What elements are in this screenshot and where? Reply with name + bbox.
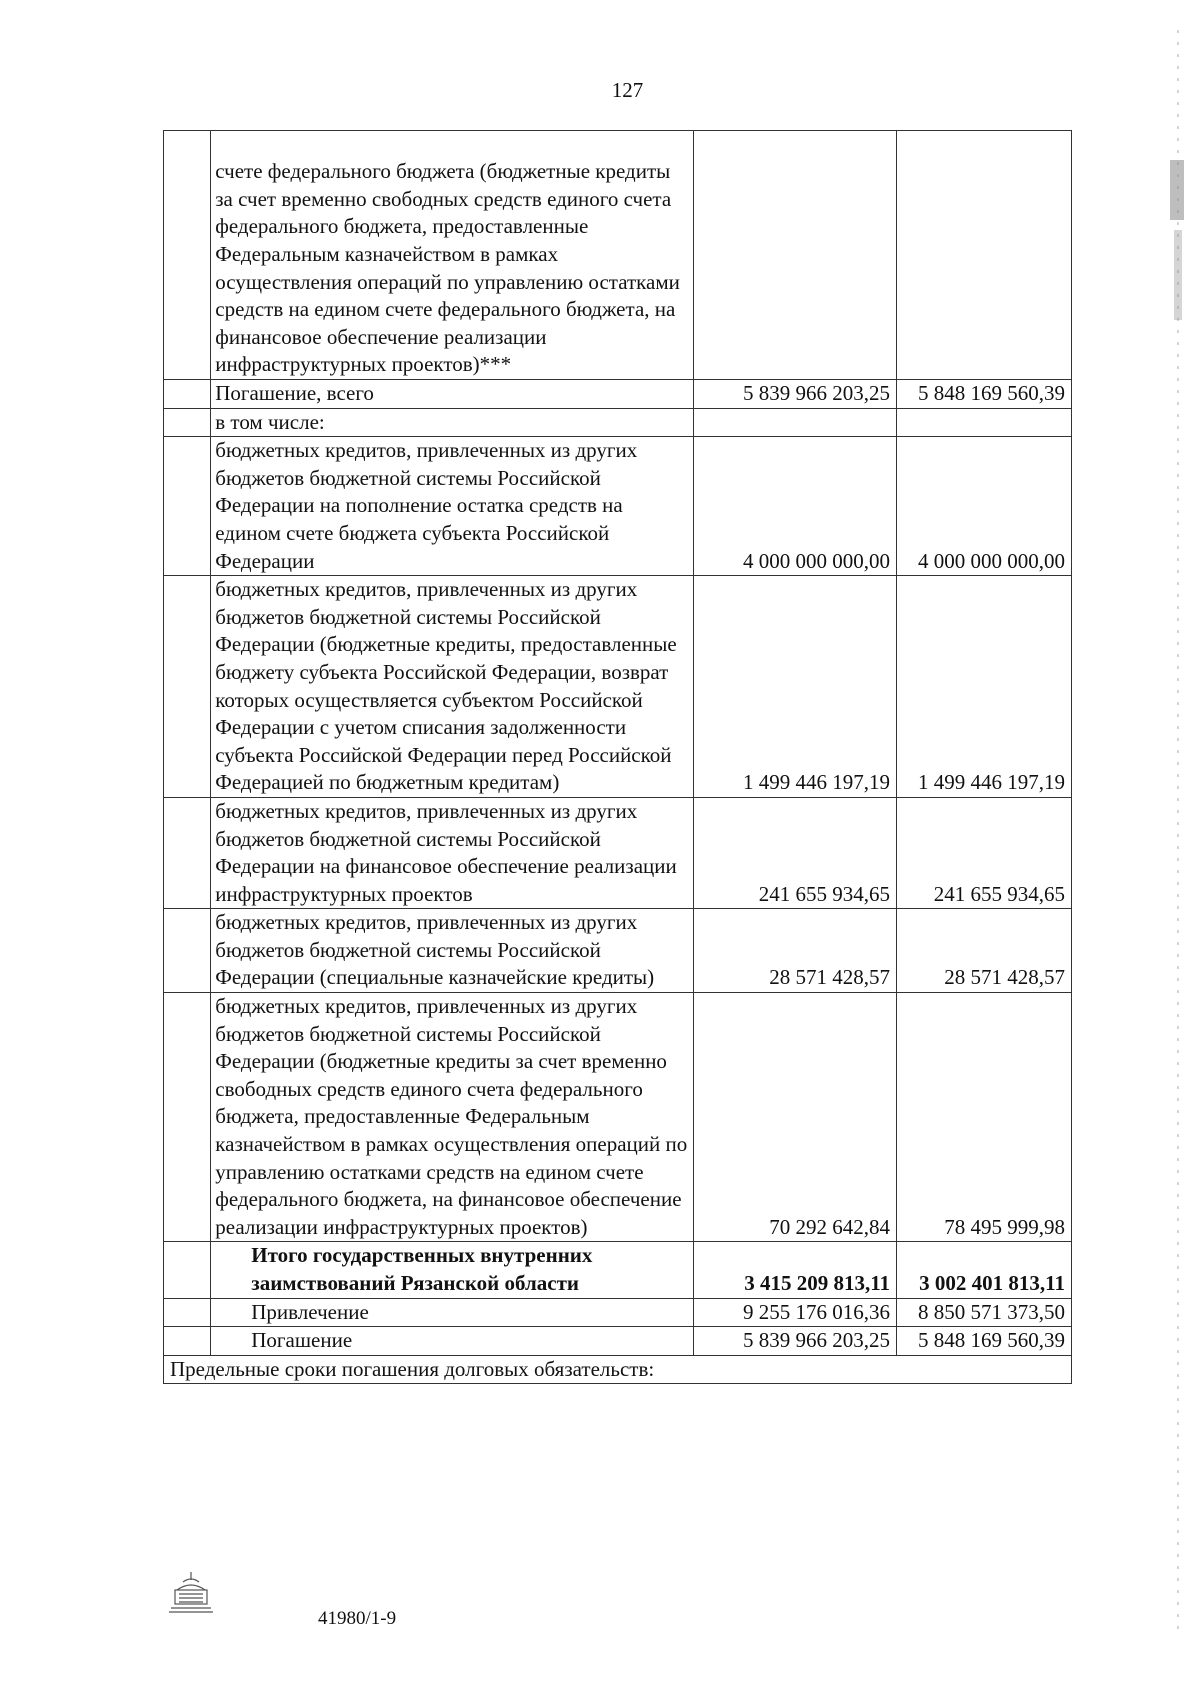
scan-edge-marks [1164,30,1192,1630]
attraction-row [164,1298,1072,1327]
total-2024: 3 002 401 813,11 [897,1242,1072,1298]
table-row [164,797,1072,908]
total-row [164,1242,1072,1298]
row-description: бюджетных кредитов, привлеченных из других бюджетов бюджетной системы Российской Федерации на финансовое обеспечение реализации инфраструктурных проектов [211,797,694,908]
row-description: бюджетных кредитов, привлеченных из других бюджетов бюджетной системы Российской Федерации на пополнение остатка средств на едином счете бюджета субъекта Российской Федерации [211,437,694,576]
borrowing-table [163,130,1072,1384]
row-description: бюджетных кредитов, привлеченных из других бюджетов бюджетной системы Российской Федерации (специальные казначейские кредиты) [211,909,694,993]
row-description: счете федерального бюджета (бюджетные кредиты за счет временно свободных средств единого счета федерального бюджета, предоставленные Федеральным казначейством в рамках осуществления операций по управлению остатками средств на едином счете федерального бюджета, на финансовое обеспечение реализации инфраструктурных проектов)*** [211,131,694,380]
table-row [164,380,1072,409]
value-2023: 5 839 966 203,25 [694,380,897,409]
repayment-row [164,1327,1072,1356]
table-row [164,576,1072,798]
value-2024: 28 571 428,57 [897,909,1072,993]
value-2023: 28 571 428,57 [694,909,897,993]
document-code: 41980/1-9 [318,1608,397,1629]
value-2023: 4 000 000 000,00 [694,437,897,576]
row-description: в том числе: [211,408,694,437]
table-row [164,993,1072,1242]
footer-row [164,1355,1072,1384]
value-2023: 241 655 934,65 [694,797,897,908]
value-2023: 1 499 446 197,19 [694,576,897,798]
repayment-2024: 5 848 169 560,39 [897,1327,1072,1356]
table-row [164,437,1072,576]
value-2023: 70 292 642,84 [694,993,897,1242]
attraction-2023: 9 255 176 016,36 [694,1298,897,1327]
row-description: бюджетных кредитов, привлеченных из других бюджетов бюджетной системы Российской Федерации (бюджетные кредиты, предоставленные бюджету субъекта Российской Федерации, возврат которых осуществляется субъектом Российской Федерации с учетом списания задолженности субъекта Российской Федерации перед Российской Федерацией по бюджетным кредитам) [211,576,694,798]
table-row [164,131,1072,380]
attraction-2024: 8 850 571 373,50 [897,1298,1072,1327]
page-number: 127 [611,78,644,102]
value-2024: 241 655 934,65 [897,797,1072,908]
total-2023: 3 415 209 813,11 [694,1242,897,1298]
emblem-stamp-icon [165,1568,217,1618]
row-description: Погашение, всего [211,380,694,409]
value-2024: 78 495 999,98 [897,993,1072,1242]
footer-text: Предельные сроки погашения долговых обязательств: [164,1355,1072,1384]
total-label: Итого государственных внутренних заимствований Рязанской области [211,1242,694,1298]
value-2024: 4 000 000 000,00 [897,437,1072,576]
table-row [164,909,1072,993]
table-row [164,408,1072,437]
attraction-label: Привлечение [211,1298,694,1327]
repayment-2023: 5 839 966 203,25 [694,1327,897,1356]
value-2024: 1 499 446 197,19 [897,576,1072,798]
row-description: бюджетных кредитов, привлеченных из других бюджетов бюджетной системы Российской Федерации (бюджетные кредиты за счет временно свободных средств единого счета федерального бюджета, предоставленные Федеральным казначейством в рамках осуществления операций по управлению остатками средств на едином счете федерального бюджета, на финансовое обеспечение реализации инфраструктурных проектов) [211,993,694,1242]
value-2024: 5 848 169 560,39 [897,380,1072,409]
repayment-label: Погашение [211,1327,694,1356]
